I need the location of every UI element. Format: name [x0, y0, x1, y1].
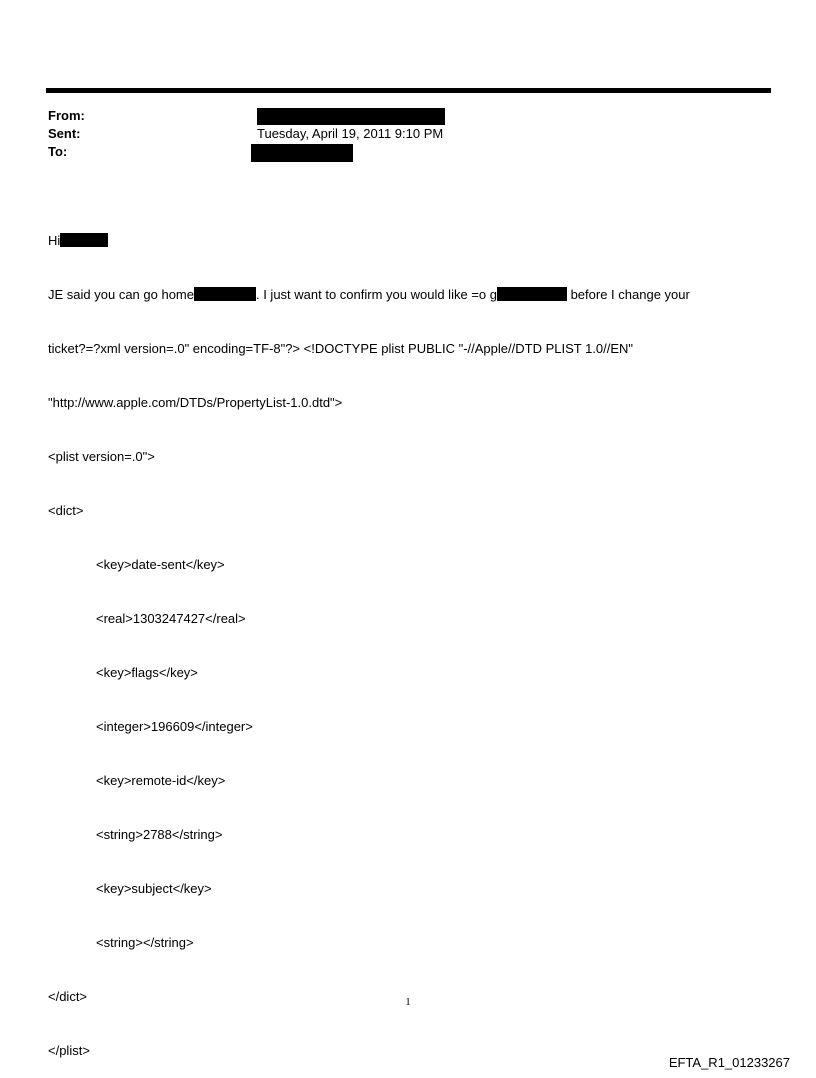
- message-body: [48, 196, 748, 1078]
- plist-open: <plist version=.0">: [48, 449, 155, 464]
- greeting-line: [48, 232, 748, 250]
- redaction-1: [194, 287, 256, 301]
- bates-number: EFTA_R1_01233267: [668, 1055, 790, 1070]
- plist-close: </plist>: [48, 1043, 90, 1058]
- message-line-1: [48, 286, 748, 304]
- message-text-part-3: before I change your: [566, 287, 690, 302]
- message-text-part-2: . I just want to confirm you would like =o g: [255, 287, 497, 302]
- dict-open: <dict>: [48, 503, 84, 518]
- from-label: From:: [48, 108, 85, 123]
- header-rule: [46, 88, 771, 93]
- plist-entry: <key>flags</key>: [96, 665, 198, 680]
- message-line-3: "http://www.apple.com/DTDs/PropertyList-1.0.dtd">: [48, 395, 343, 410]
- plist-entry: <string>2788</string>: [96, 827, 223, 842]
- message-line-2: ticket?=?xml version=.0" encoding=TF-8"?> <!DOCTYPE plist PUBLIC "-//Apple//DTD PLIST 1.0//EN": [48, 341, 634, 356]
- greeting: Hi: [48, 233, 61, 248]
- from-redaction: [257, 108, 445, 125]
- page-number: 1: [405, 996, 411, 1008]
- plist-entry: <integer>196609</integer>: [96, 719, 253, 734]
- plist-entry: <real>1303247427</real>: [96, 611, 246, 626]
- name-redaction: [60, 233, 108, 247]
- to-redaction: [251, 144, 353, 162]
- plist-entry: <key>remote-id</key>: [96, 773, 226, 788]
- plist-entry: <string></string>: [96, 935, 194, 950]
- to-label: To:: [48, 144, 68, 159]
- plist-entry: <key>subject</key>: [96, 881, 212, 896]
- sent-value: Tuesday, April 19, 2011 9:10 PM: [257, 126, 444, 141]
- dict-close: </dict>: [48, 989, 88, 1004]
- sent-label: Sent:: [48, 126, 81, 141]
- plist-entry: <key>date-sent</key>: [96, 557, 225, 572]
- message-text-part-1: JE said you can go home: [48, 287, 194, 302]
- redaction-2: [497, 287, 567, 301]
